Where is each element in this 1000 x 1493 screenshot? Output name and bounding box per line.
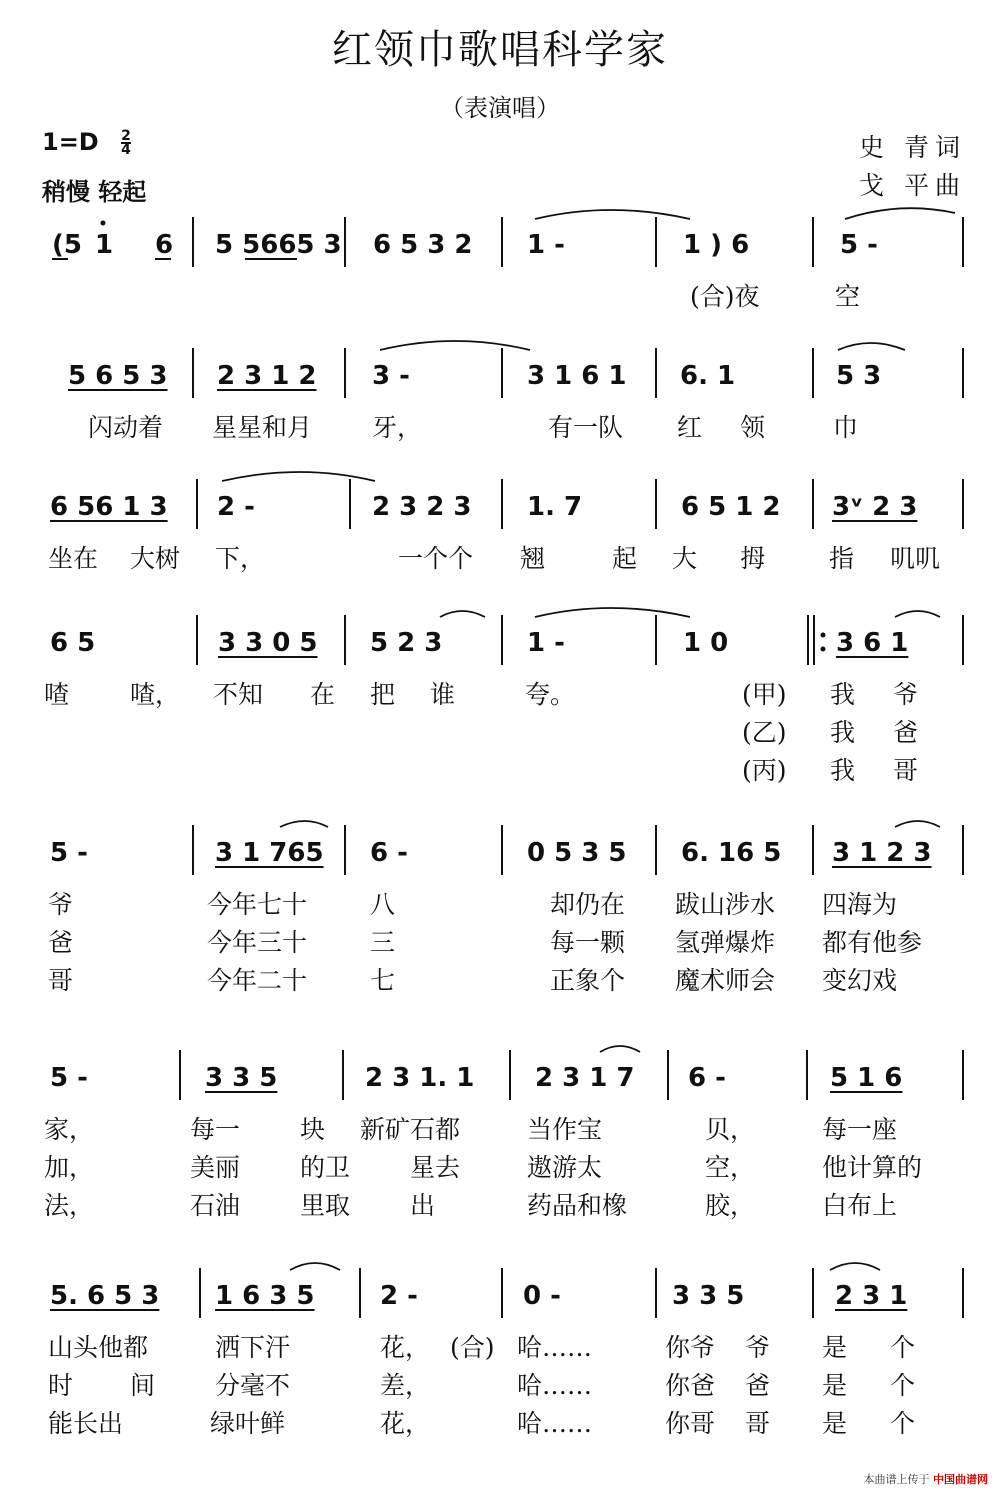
note-group: 1 - bbox=[527, 230, 565, 260]
footer-credit bbox=[864, 1471, 989, 1487]
lyric-text: 花， bbox=[380, 1409, 431, 1438]
lyric-text: 个 bbox=[890, 1371, 916, 1400]
lyric-text: 山头他都 bbox=[48, 1333, 149, 1362]
note-group: 5. 6 5 3 bbox=[50, 1281, 160, 1311]
lyric-text: 爸 bbox=[745, 1371, 771, 1400]
lyric-text: 我 bbox=[830, 718, 856, 747]
lyric-text: (丙) bbox=[742, 756, 787, 785]
note-group: 5 - bbox=[840, 230, 878, 260]
lyric-text: 法， bbox=[44, 1191, 95, 1220]
page-title: 红领巾歌唱科学家 bbox=[332, 27, 668, 73]
lyric-text: 空 bbox=[835, 282, 861, 311]
tempo-marking: 稍慢 轻起 bbox=[42, 178, 147, 206]
lyric-text: 我 bbox=[830, 756, 856, 785]
lyric-text: 夸。 bbox=[525, 680, 576, 709]
lyric-text: 他计算的 bbox=[822, 1153, 923, 1182]
lyric-text: 你哥 bbox=[665, 1409, 716, 1438]
lyric-text: 块 bbox=[300, 1115, 326, 1144]
lyric-text: 是 bbox=[822, 1333, 848, 1362]
lyric-text: 大 bbox=[672, 544, 698, 573]
note-group: 6 - bbox=[688, 1063, 726, 1093]
note-group: 5 6 5 3 bbox=[68, 361, 168, 391]
lyric-text: 加， bbox=[44, 1153, 95, 1182]
note-group: 3 1 2 3 bbox=[832, 838, 932, 868]
lyric-text: 都有他参 bbox=[822, 928, 923, 957]
lyric-text: 药品和橡 bbox=[527, 1191, 628, 1220]
note-group: 5 - bbox=[50, 838, 88, 868]
lyric-text: (合) bbox=[450, 1333, 495, 1362]
lyric-text: 拇 bbox=[740, 544, 766, 573]
tie-slur bbox=[845, 208, 955, 219]
lyric-text: 星星和月 bbox=[212, 413, 313, 442]
lyric-text: 哈…… bbox=[517, 1371, 593, 1400]
lyric-text: 我 bbox=[830, 680, 856, 709]
lyric-text: 洒下汗 bbox=[215, 1333, 291, 1362]
lyric-text: 里取 bbox=[300, 1191, 351, 1220]
lyric-text: 却仍在 bbox=[550, 890, 626, 919]
note-group: 3 1 765 bbox=[215, 838, 324, 868]
lyric-text: 家， bbox=[44, 1115, 95, 1144]
lyric-text: 大树 bbox=[130, 544, 181, 573]
lyric-text: 爷 bbox=[745, 1333, 771, 1362]
lyric-text: 八 bbox=[370, 890, 396, 919]
note-group: 1 ) 6 bbox=[683, 230, 750, 260]
lyric-text: 巾 bbox=[833, 413, 859, 442]
tie-slur bbox=[830, 1263, 880, 1270]
lyric-text: 是 bbox=[822, 1371, 848, 1400]
lyric-text: 遨游太 bbox=[527, 1153, 603, 1182]
lyric-text: 正象个 bbox=[550, 966, 626, 995]
note-group: 6 - bbox=[370, 838, 408, 868]
note-group: 5 2 3 bbox=[370, 628, 443, 658]
note-group: 5 5665 3 bbox=[215, 230, 342, 260]
lyric-text: 石油 bbox=[190, 1191, 241, 1220]
note-group: 5 1 6 bbox=[830, 1063, 903, 1093]
site-brand: 中国曲谱网 bbox=[933, 1473, 988, 1486]
lyric-text: 贝， bbox=[705, 1115, 756, 1144]
lyric-text: 新矿石都 bbox=[360, 1115, 461, 1144]
tie-slur bbox=[895, 821, 940, 827]
lyric-text: 坐在 bbox=[48, 544, 99, 573]
lyric-text: 你爷 bbox=[665, 1333, 716, 1362]
note-group: 3 1 6 1 bbox=[527, 361, 627, 391]
lyric-text: 喳， bbox=[130, 680, 181, 709]
lyric-text: 爸 bbox=[893, 718, 919, 747]
note-group: 6 5 1 2 bbox=[681, 492, 781, 522]
lyric-text: 差， bbox=[380, 1371, 431, 1400]
note-group: 3 3 5 bbox=[672, 1281, 745, 1311]
lyric-text: 的卫 bbox=[300, 1153, 351, 1182]
note-group: 5 - bbox=[50, 1063, 88, 1093]
tie-slur bbox=[535, 210, 690, 219]
lyricist-credit: 史 青词 bbox=[859, 133, 966, 162]
lyric-text: 今年三十 bbox=[207, 928, 308, 957]
tie-slur bbox=[280, 821, 328, 827]
lyric-text: (甲) bbox=[742, 680, 787, 709]
tie-slur bbox=[290, 1263, 340, 1270]
lyric-text: 闪动着 bbox=[88, 413, 164, 442]
tie-slur bbox=[380, 341, 530, 350]
note-group: 1. 7 bbox=[527, 492, 583, 522]
lyric-text: 能长出 bbox=[48, 1409, 124, 1438]
note-group: 2 3 2 3 bbox=[372, 492, 472, 522]
note-group: 6 5 3 2 bbox=[373, 230, 473, 260]
time-bottom: 4 bbox=[121, 142, 131, 158]
footer-upload-text: 本曲谱上传于 bbox=[863, 1473, 930, 1486]
note-group: 3ᵛ 2 3 bbox=[832, 492, 918, 522]
lyric-text: 七 bbox=[370, 966, 396, 995]
lyric-text: (合)夜 bbox=[690, 282, 760, 311]
tie-slur bbox=[600, 1046, 640, 1052]
lyric-text: 四海为 bbox=[822, 890, 898, 919]
lyric-text: 星去 bbox=[410, 1153, 461, 1182]
note-group: 6 5 bbox=[50, 628, 96, 658]
note-group: 6 56 1 3 bbox=[50, 492, 168, 522]
note-group: 3 3 5 bbox=[205, 1063, 278, 1093]
note-group: 6. 16 5 bbox=[681, 838, 782, 868]
note-group: 2 3 1 7 bbox=[535, 1063, 635, 1093]
lyric-text: 分毫不 bbox=[215, 1371, 291, 1400]
lyric-text: 每一 bbox=[190, 1115, 241, 1144]
lyric-text: 每一颗 bbox=[550, 928, 626, 957]
note-group: 3 6 1 bbox=[836, 628, 909, 658]
repeat-dot bbox=[821, 633, 826, 638]
note-group: (5 bbox=[52, 230, 82, 260]
page-subtitle: （表演唱） bbox=[440, 94, 560, 122]
tie-slur bbox=[895, 611, 940, 617]
tie-slur bbox=[440, 611, 485, 617]
lyric-text: 把 bbox=[370, 680, 396, 709]
note-group: 1 0 bbox=[683, 628, 729, 658]
note-group: 2 3 1 bbox=[835, 1281, 908, 1311]
lyric-text: 牙， bbox=[372, 413, 423, 442]
note-group: 3 3 0 5 bbox=[218, 628, 318, 658]
lyric-text: 跋山涉水 bbox=[675, 890, 776, 919]
lyric-text: 起 bbox=[612, 544, 638, 573]
lyric-text: 空， bbox=[705, 1153, 756, 1182]
lyric-text: 爸 bbox=[48, 928, 74, 957]
lyric-text: 是 bbox=[822, 1409, 848, 1438]
lyric-text: 哥 bbox=[48, 966, 74, 995]
lyric-text: 领 bbox=[740, 413, 766, 442]
lyric-text: 哈…… bbox=[517, 1409, 593, 1438]
lyric-text: 绿叶鲜 bbox=[210, 1409, 286, 1438]
lyric-text: 美丽 bbox=[190, 1153, 241, 1182]
lyric-text: 一个个 bbox=[398, 544, 474, 573]
lyric-text: 指 bbox=[829, 544, 855, 573]
lyric-text: 爷 bbox=[893, 680, 919, 709]
lyric-text: 谁 bbox=[430, 680, 456, 709]
note-group: 1 6 3 5 bbox=[215, 1281, 315, 1311]
note-group: 1 bbox=[95, 230, 114, 260]
lyric-text: 在 bbox=[310, 680, 336, 709]
tie-slur bbox=[535, 608, 690, 617]
composer-credit: 戈 平曲 bbox=[859, 171, 966, 200]
lyric-text: 间 bbox=[130, 1371, 156, 1400]
repeat-dot bbox=[821, 647, 826, 652]
high-octave-dot bbox=[101, 221, 106, 226]
lyric-text: 红 bbox=[677, 413, 703, 442]
lyric-text: 你爸 bbox=[665, 1371, 716, 1400]
tie-slur bbox=[838, 343, 905, 350]
note-group: 6 bbox=[155, 230, 174, 260]
note-group: 3 - bbox=[372, 361, 410, 391]
note-group: 0 5 3 5 bbox=[527, 838, 627, 868]
note-group: 2 - bbox=[217, 492, 255, 522]
lyric-text: 个 bbox=[890, 1409, 916, 1438]
lyric-text: 翘 bbox=[520, 544, 546, 573]
lyric-text: 下， bbox=[215, 544, 266, 573]
lyric-text: 当作宝 bbox=[527, 1115, 603, 1144]
lyric-text: 今年二十 bbox=[207, 966, 308, 995]
lyric-text: 今年七十 bbox=[207, 890, 308, 919]
note-group: 2 3 1. 1 bbox=[365, 1063, 475, 1093]
note-group: 2 3 1 2 bbox=[217, 361, 317, 391]
tie-slur bbox=[222, 472, 375, 481]
key-label: 1=D bbox=[42, 128, 99, 156]
lyric-text: 有一队 bbox=[548, 413, 624, 442]
note-group: 5 3 bbox=[836, 361, 882, 391]
lyric-text: 不知 bbox=[213, 680, 264, 709]
lyric-text: 花， bbox=[380, 1333, 431, 1362]
note-group: 2 - bbox=[380, 1281, 418, 1311]
lyric-text: 喳 bbox=[44, 680, 70, 709]
note-group: 0 - bbox=[523, 1281, 561, 1311]
lyric-text: 出 bbox=[410, 1191, 436, 1220]
lyric-text: 胶， bbox=[705, 1191, 756, 1220]
lyric-text: 氢弹爆炸 bbox=[675, 928, 776, 957]
lyric-text: 哥 bbox=[893, 756, 919, 785]
lyric-text: 哥 bbox=[745, 1409, 771, 1438]
note-group: 1 - bbox=[527, 628, 565, 658]
lyric-text: 叽叽 bbox=[890, 544, 941, 573]
lyric-text: (乙) bbox=[742, 718, 787, 747]
lyric-text: 时 bbox=[48, 1371, 74, 1400]
lyric-text: 变幻戏 bbox=[822, 966, 898, 995]
time-top: 2 bbox=[121, 128, 131, 144]
note-group: 6. 1 bbox=[680, 361, 736, 391]
lyric-text: 每一座 bbox=[822, 1115, 898, 1144]
lyric-text: 白布上 bbox=[822, 1191, 898, 1220]
lyric-text: 三 bbox=[370, 928, 396, 957]
lyric-text: 魔术师会 bbox=[675, 966, 776, 995]
lyric-text: 爷 bbox=[48, 890, 74, 919]
lyric-text: 哈…… bbox=[517, 1333, 593, 1362]
lyric-text: 个 bbox=[890, 1333, 916, 1362]
